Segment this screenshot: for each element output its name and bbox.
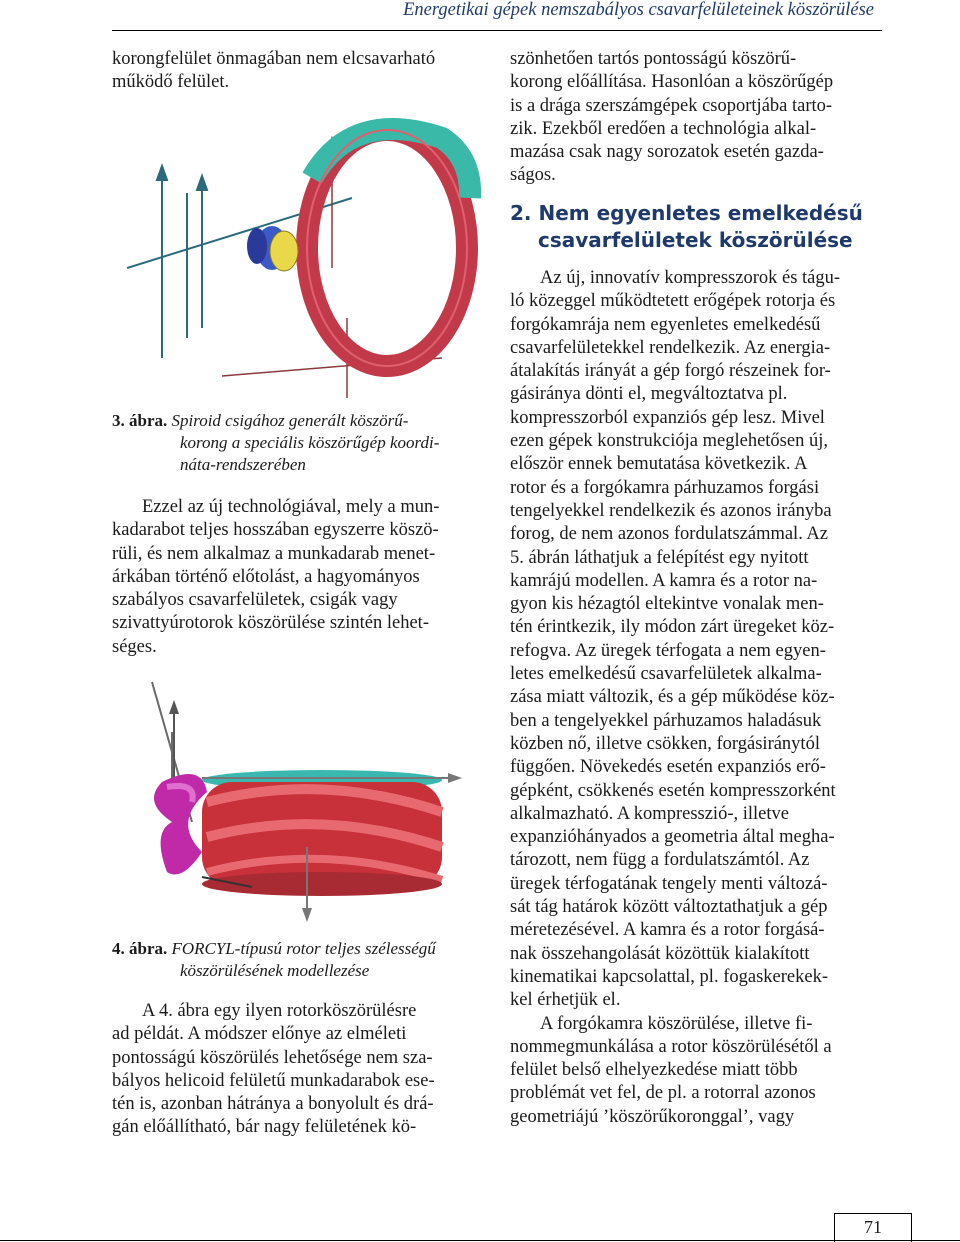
- caption-text: náta-rendszerében: [180, 455, 306, 474]
- text-line: Ezzel az új technológiával, mely a mun-: [142, 497, 440, 517]
- running-title: Energetikai gépek nemszabályos csavarfelületeinek köszörülése: [403, 0, 874, 20]
- text-line: tén is, azonban hátránya a bonyolult és drá-: [112, 1094, 434, 1115]
- text-line: nommegmunkálása a rotor köszörülésétől a: [510, 1036, 832, 1057]
- text-line: ad példát. A módszer előnye az elméleti: [112, 1024, 407, 1045]
- page-number-box: [834, 1213, 912, 1242]
- text-line: alkalmazható. A kompresszió-, illetve: [510, 803, 789, 824]
- right-paragraph-1: [510, 267, 872, 1129]
- heading-line: 2. Nem egyenletes emelkedésű: [510, 201, 863, 225]
- text-line: ló közeggel működtetett erőgépek rotorja és: [510, 291, 836, 312]
- text-line: kinematikai kapcsolattal, pl. fogaskerekek-: [510, 966, 828, 987]
- figure-label: 4. ábra.: [112, 939, 168, 958]
- text-line: is a drága szerszámgépek csoportjába tarto-: [510, 95, 833, 116]
- text-line: átalakítás irányát a gép forgó részeinek for-: [510, 361, 831, 382]
- text-line: rüli, és nem alkalmaz a munkadarab menet-: [112, 543, 436, 564]
- text-line: korongfelület önmagában nem elcsavarható: [112, 49, 436, 69]
- text-line: ezen gépek konstrukciója meglehetősen új,: [510, 431, 828, 452]
- page-number: 71: [864, 1217, 882, 1237]
- text-line: gán előállítható, bár nagy felületének kö-: [112, 1117, 417, 1138]
- caption-text: köszörülésének modellezése: [180, 961, 370, 980]
- text-line: zik. Ezekből eredően a technológia alkal-: [510, 118, 817, 139]
- text-line: üregek térfogatának tengely menti változá-: [510, 873, 828, 894]
- caption-text: Spiroid csigához generált köszörű-: [171, 411, 409, 430]
- text-line: gásiránya dönti el, megváltoztatva pl.: [510, 384, 788, 405]
- figure-3-grinding-disk: [112, 118, 482, 398]
- text-line: problémát vet fel, de pl. a rotorral azonos: [510, 1083, 816, 1104]
- text-line: tén érintkezik, ily módon zárt üregeket köz-: [510, 617, 835, 638]
- text-line: szönhetően tartós pontosságú köszörű-: [510, 49, 797, 69]
- figure-3-caption: [112, 410, 474, 476]
- text-line: tározott, nem függ a fordulatszámtól. Az: [510, 850, 810, 871]
- text-line: forog, de nem azonos fordulatszámmal. Az: [510, 524, 828, 545]
- text-line: korong előállítása. Hasonlóan a köszörűgép: [510, 72, 834, 93]
- text-line: 5. ábrán láthatjuk a felépítést egy nyitott: [510, 547, 809, 568]
- magenta-grinding-wheel: [154, 774, 207, 875]
- figure-4-rotor-grinding: [112, 672, 474, 924]
- text-line: sát tág határok között változtathatjuk a gép: [510, 897, 828, 918]
- text-line: A forgókamra köszörülése, illetve fi-: [540, 1013, 813, 1034]
- text-line: kadarabot teljes hosszában egyszerre köszö-: [112, 520, 439, 541]
- running-header: [112, 0, 882, 31]
- text-line: először ennek bemutatása következik. A: [510, 454, 808, 475]
- text-line: kompresszorból expanziós gép lesz. Mivel: [510, 407, 825, 428]
- text-line: árkában történő előtolást, a hagyományos: [112, 566, 420, 587]
- text-line: pontosságú köszörülés lehetősége nem sza-: [112, 1047, 433, 1068]
- text-line: rotor és a forgókamra párhuzamos forgási: [510, 477, 820, 498]
- text-line: refogva. Az üregek térfogata a nem egyen-: [510, 640, 826, 661]
- text-line: geometriájú ’köszörűkoronggal’, vagy: [510, 1106, 795, 1127]
- text-line: közben nő, illetve csökken, forgásiránytól: [510, 733, 820, 754]
- text-line: gépként, csökkenés esetén kompresszorként: [510, 780, 836, 801]
- left-paragraph-2: [112, 1000, 474, 1140]
- text-line: A 4. ábra egy ilyen rotorköszörülésre: [142, 1001, 417, 1021]
- text-line: ságos.: [510, 165, 556, 186]
- text-line: felület belső elhelyezkedése miatt több: [510, 1060, 798, 1081]
- spiroid-worm: [247, 226, 298, 271]
- right-intro: [510, 48, 872, 188]
- text-line: ben a tengelyekkel párhuzamos haladásuk: [510, 710, 822, 731]
- text-line: működő felület.: [112, 72, 230, 93]
- text-line: bályos helicoid felületű munkadarabok ese-: [112, 1070, 435, 1091]
- text-line: szivattyúrotorok köszörülése szintén lehet-: [112, 613, 429, 634]
- text-line: letes emelkedésű csavarfelületek alkalma-: [510, 664, 822, 685]
- text-line: expanzióhányados a geometria által megha-: [510, 827, 835, 848]
- text-line: zása miatt változik, és a gép működése köz-: [510, 687, 835, 708]
- text-line: séges.: [112, 636, 157, 657]
- text-line: Az új, innovatív kompresszorok és tágu-: [540, 268, 841, 288]
- axis-arrow: [157, 166, 167, 180]
- text-line: csavarfelületekkel rendelkezik. Az energia-: [510, 337, 831, 358]
- text-line: tengelyekkel rendelkezik és azonos irányba: [510, 500, 832, 521]
- text-line: méretezésével. A kamra és a rotor forgásá-: [510, 920, 825, 941]
- left-paragraph-1: [112, 496, 474, 659]
- rotor-body: [202, 782, 442, 896]
- text-line: nak összehangolását közöttük kialakított: [510, 943, 810, 964]
- text-line: mazása csak nagy sorozatok esetén gazda-: [510, 142, 824, 163]
- text-line: kamrájú modellen. A kamra és a rotor na-: [510, 570, 818, 591]
- caption-text: FORCYL-típusú rotor teljes szélességű: [171, 939, 436, 958]
- figure-label: 3. ábra.: [112, 411, 168, 430]
- section-heading: [510, 200, 890, 254]
- text-line: függően. Növekedés esetén expanziós erő-: [510, 757, 826, 778]
- caption-text: korong a speciális köszörűgép koordi-: [180, 433, 440, 452]
- heading-line: csavarfelületek köszörülése: [538, 228, 853, 252]
- text-line: forgókamrája nem egyenletes emelkedésű: [510, 314, 821, 335]
- text-line: gyon kis hézagtól eltekintve vonalak men-: [510, 594, 824, 615]
- left-intro: [112, 48, 474, 95]
- text-line: szabályos csavarfelületek, csigák vagy: [112, 590, 398, 611]
- figure-4-caption: [112, 938, 474, 982]
- text-line: kel érhetjük el.: [510, 990, 621, 1011]
